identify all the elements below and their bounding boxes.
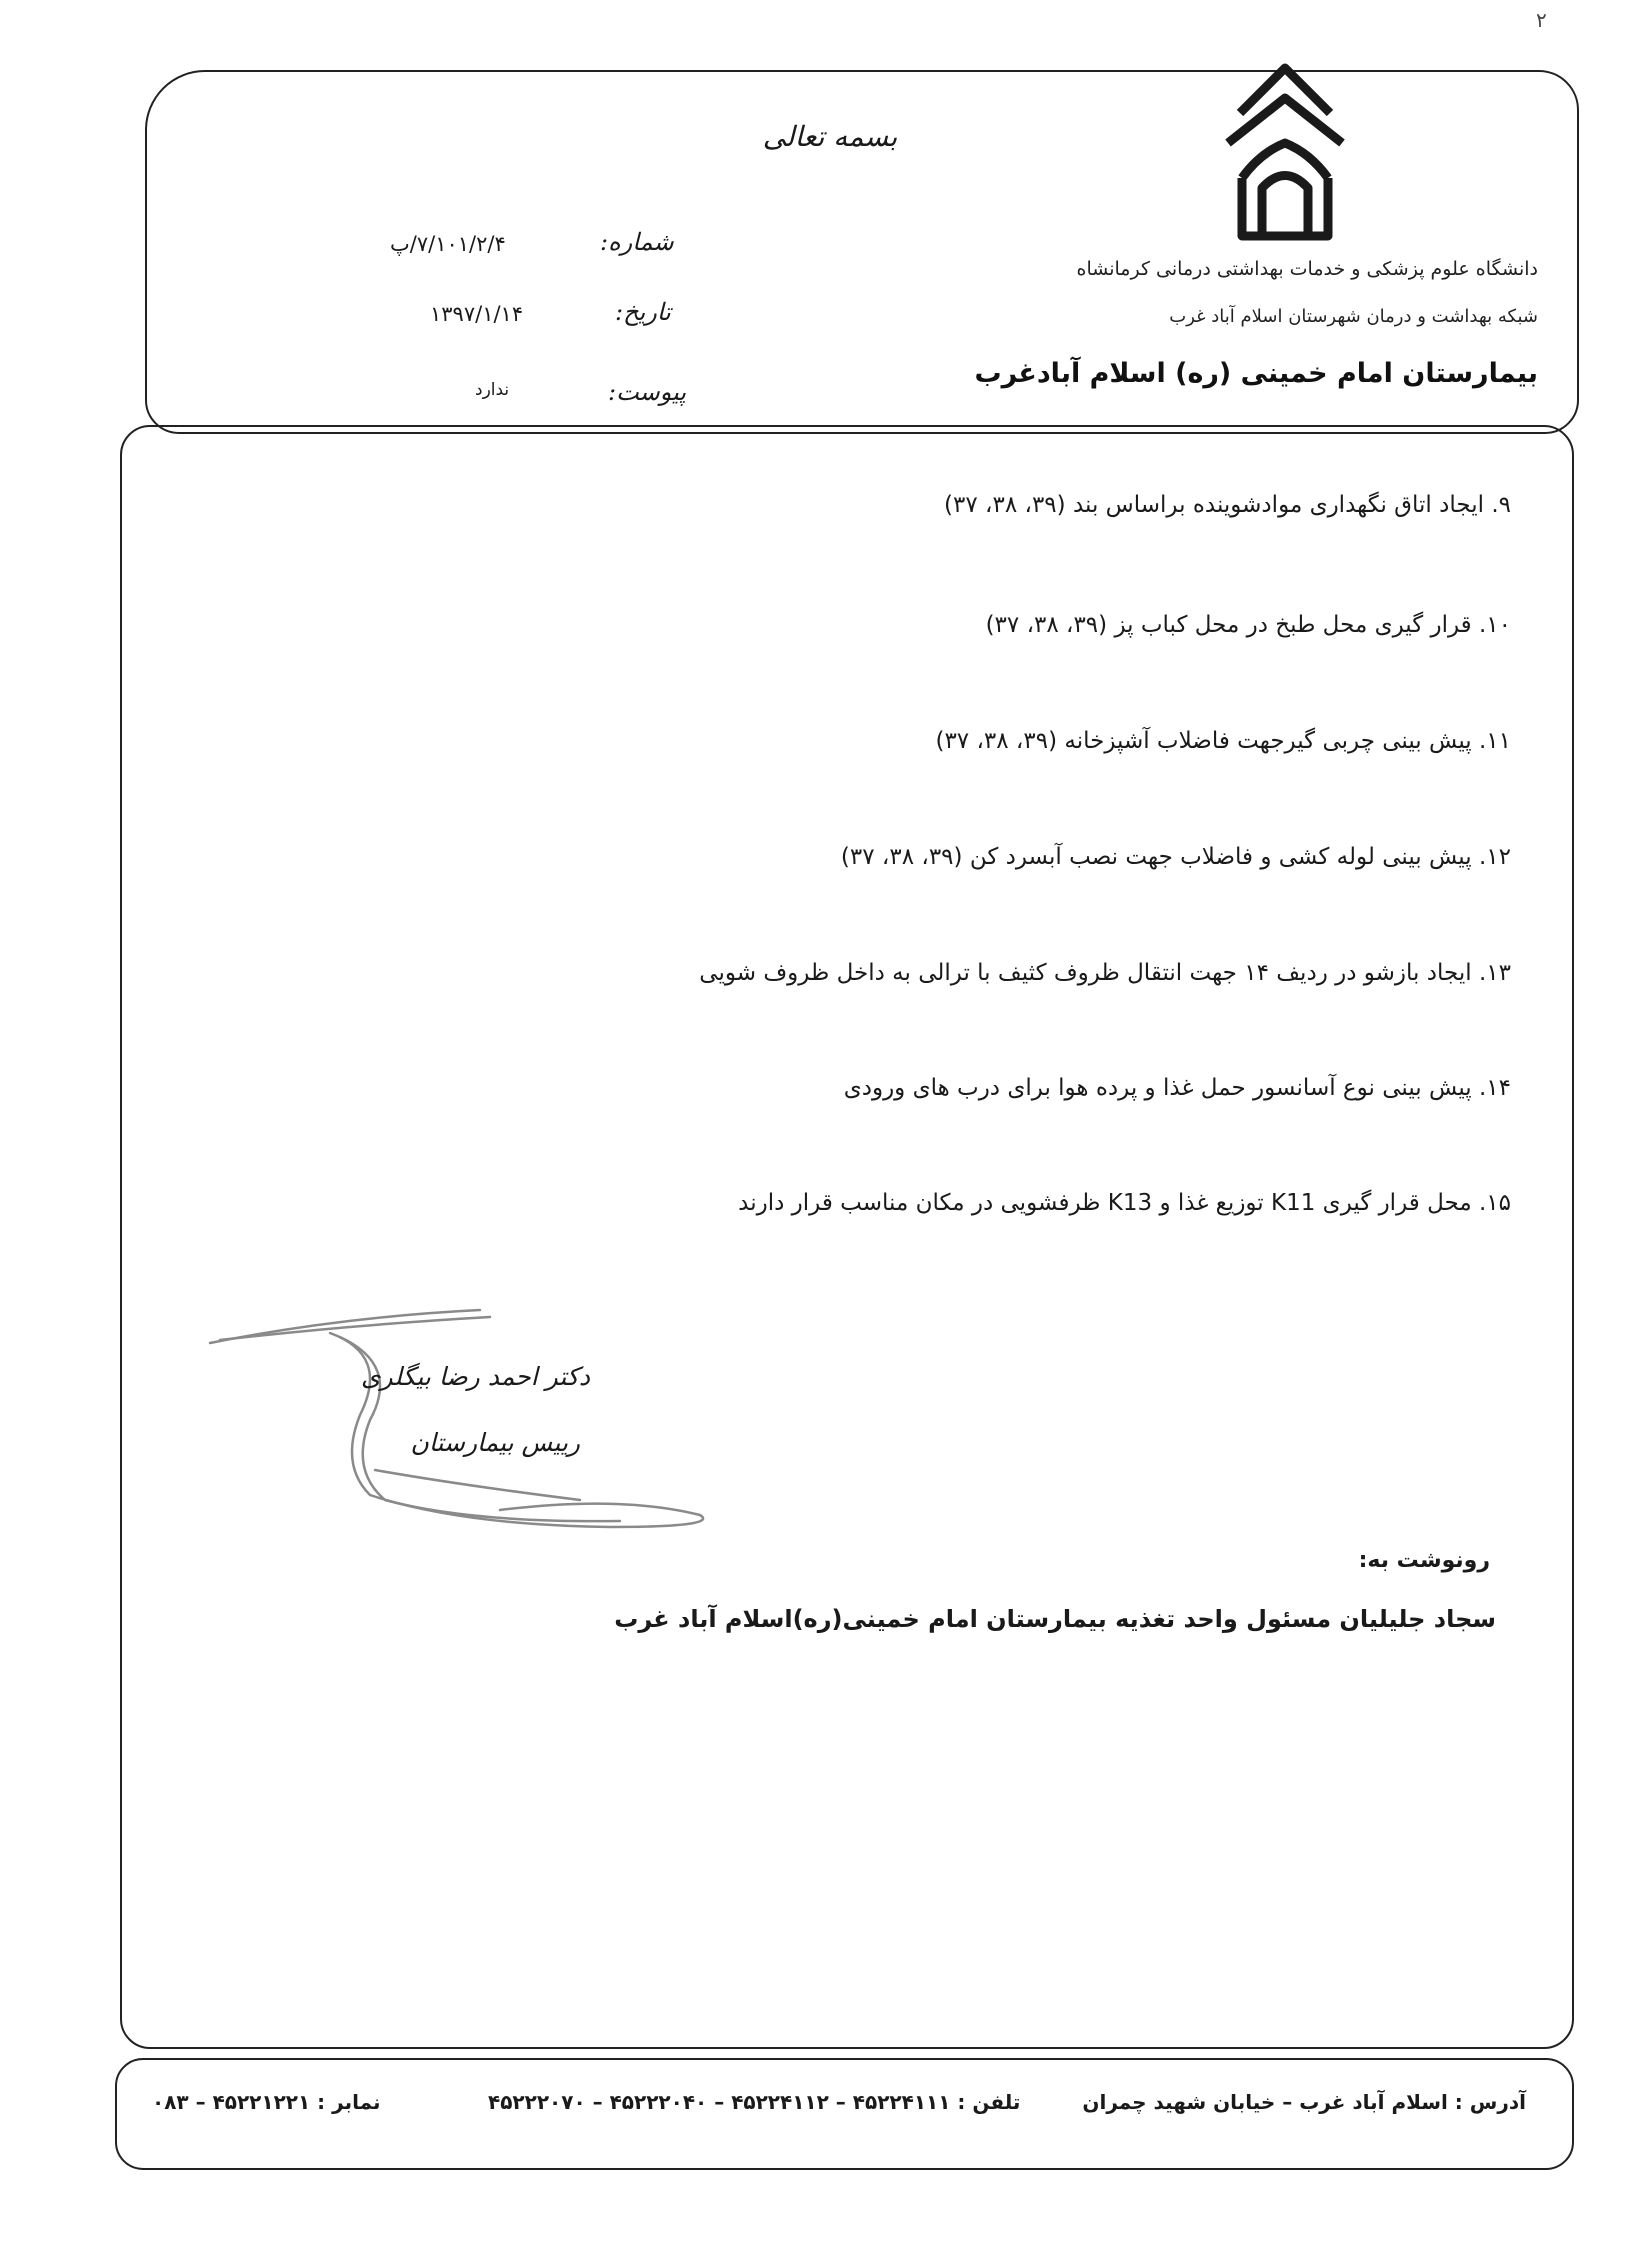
footer-phone: تلفن : ۴۵۲۲۴۱۱۱ – ۴۵۲۲۴۱۱۲ – ۴۵۲۲۲۰۴۰ – ۴۵۲۲۲۰۷۰ bbox=[488, 2090, 1021, 2114]
footer-address: آدرس : اسلام آباد غرب – خیابان شهید چمران bbox=[1082, 2090, 1526, 2114]
page-number: ۲ bbox=[1536, 8, 1547, 32]
signatory-title: رییس بیمارستان bbox=[410, 1428, 580, 1457]
list-item: ۱۵. محل قرار گیری K11 توزیع غذا و K13 ظرفشویی در مکان مناسب قرار دارند bbox=[738, 1190, 1511, 1216]
footer-frame bbox=[115, 2058, 1574, 2170]
signatory-name: دکتر احمد رضا بیگلری bbox=[360, 1362, 590, 1391]
list-item: ۱۳. ایجاد بازشو در ردیف ۱۴ جهت انتقال ظروف کثیف با ترالی به داخل ظروف شویی bbox=[699, 960, 1511, 986]
health-network-name: شبکه بهداشت و درمان شهرستان اسلام آباد غرب bbox=[1169, 306, 1538, 327]
handwritten-signature bbox=[200, 1295, 730, 1530]
cc-label: رونوشت به: bbox=[1358, 1548, 1490, 1573]
attachment-value: ندارد bbox=[475, 380, 510, 400]
list-item: ۱۴. پیش بینی نوع آسانسور حمل غذا و پرده هوا برای درب های ورودی bbox=[843, 1075, 1511, 1101]
footer-fax: نمابر : ۴۵۲۲۱۲۲۱ – ۰۸۳ bbox=[152, 2090, 381, 2114]
body-frame bbox=[120, 425, 1574, 2049]
list-item: ۱۰. قرار گیری محل طبخ در محل کباب پز (۳۹، ۳۸، ۳۷) bbox=[985, 612, 1511, 638]
letter-date-label: تاریخ: bbox=[615, 298, 671, 326]
letter-number-label: شماره: bbox=[600, 228, 674, 256]
bismillah-heading: بسمه تعالی bbox=[762, 120, 898, 153]
university-logo-icon bbox=[1220, 58, 1350, 243]
university-name: دانشگاه علوم پزشکی و خدمات بهداشتی درمانی کرمانشاه bbox=[1076, 258, 1538, 280]
list-item: ۱۲. پیش بینی لوله کشی و فاضلاب جهت نصب آبسرد کن (۳۹، ۳۸، ۳۷) bbox=[840, 844, 1511, 870]
letter-date-value: ۱۳۹۷/۱/۱۴ bbox=[430, 302, 524, 326]
attachment-label: پیوست: bbox=[608, 378, 687, 406]
hospital-name: بیمارستان امام خمینی (ره) اسلام آبادغرب bbox=[974, 358, 1538, 389]
list-item: ۹. ایجاد اتاق نگهداری موادشوینده براساس بند (۳۹، ۳۸، ۳۷) bbox=[944, 492, 1511, 518]
letter-number-value: ۷/۱۰۱/۲/۴/پ bbox=[390, 232, 506, 256]
cc-recipient: سجاد جلیلیان مسئول واحد تغذیه بیمارستان امام خمینی(ره)اسلام آباد غرب bbox=[614, 1605, 1496, 1633]
list-item: ۱۱. پیش بینی چربی گیرجهت فاضلاب آشپزخانه (۳۹، ۳۸، ۳۷) bbox=[935, 728, 1511, 754]
